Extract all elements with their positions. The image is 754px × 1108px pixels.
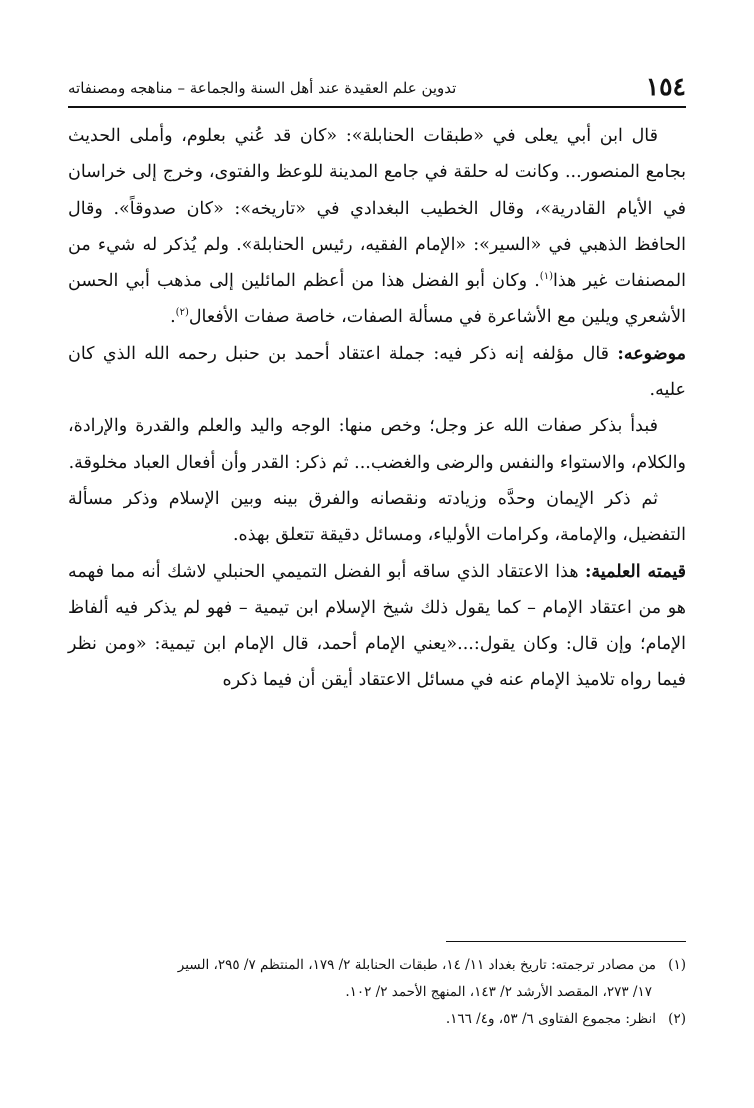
footnote-1-continuation: ١٧/ ٢٧٣، المقصد الأرشد ٢/ ١٤٣، المنهج الأحمد ٢/ ١٠٢. [345,984,652,1000]
footnote-1 [68,952,686,979]
paragraph-text: هذا الاعتقاد الذي ساقه أبو الفضل التميمي الحنبلي لاشك أنه مما فهمه هو من اعتقاد الإمام – كما يقول ذلك شيخ الإسلام ابن تيمية – فهو لم يذكر فيه ألفاظ الإمام؛ وإن قال: وكان يقول:...«يعني الإمام أحمد، قال الإمام ابن تيمية: «ومن نظر فيما رواه تلاميذ الإمام عنه في مسائل الاعتقاد أيقن أن فيما ذكره [68,561,686,691]
footnotes [68,952,686,1033]
paragraph-attributes: فبدأ بذكر صفات الله عز وجل؛ وخص منها: الوجه واليد والعلم والقدرة والإرادة، والكلام، والاستواء والنفس والرضى والغضب... ثم ذكر: القدر وأن أفعال العباد مخلوقة. [68,416,686,473]
footnote-text: انظر: مجموع الفتاوى ٦/ ٥٣، و٤/ ١٦٦. [445,1011,656,1027]
header-divider [68,106,686,108]
footnote-ref-2: (٢) [175,307,189,319]
running-title: تدوين علم العقيدة عند أهل السنة والجماعة – مناهجه ومصنفاته [68,79,457,97]
footnote-divider [446,941,686,942]
paragraph-value [68,554,686,699]
paragraph-subject [68,336,686,409]
footnote-number: (٢) [668,1011,686,1027]
main-text [68,118,686,699]
footnote-2 [68,1006,686,1033]
section-label-value: قيمته العلمية: [584,561,686,582]
paragraph-faith: ثم ذكر الإيمان وحدَّه وزيادته ونقصانه والفرق بينه وبين الإسلام وذكر مسألة التفضيل، والإمامة، وكرامات الأولياء، ومسائل دقيقة تتعلق بهذه. [68,488,686,546]
page-number: ١٥٤ [645,72,686,101]
paragraph-text: قال ابن أبي يعلى في «طبقات الحنابلة»: «كان قد عُني بعلوم، وأملى الحديث بجامع المنصور... وكانت له حلقة في جامع المدينة للوعظ والفتوى، وخرج إلى خراسان في الأيام القادرية»، وقال الخطيب البغدادي في «تاريخه»: «كان صدوقاً». وقال الحافظ الذهبي في «السير»: «الإمام الفقيه، رئيس الحنابلة». ولم يُذكر له شيء من المصنفات غير هذا [68,126,686,292]
footnote-text: من مصادر ترجمته: تاريخ بغداد ١١/ ١٤، طبقات الحنابلة ٢/ ١٧٩، المنتظم ٧/ ٢٩٥، السير [177,957,656,973]
section-label-subject: موضوعه: [617,343,686,364]
paragraph-text: قال مؤلفه إنه ذكر فيه: جملة اعتقاد أحمد بن حنبل رحمه الله الذي كان عليه. [68,343,686,401]
paragraph-biography [68,118,686,336]
paragraph-text: . وكان أبو الفضل هذا من أعظم المائلين إلى مذهب أبي الحسن الأشعري ويلين مع الأشاعرة في مسألة الصفات، خاصة صفات الأفعال [68,271,686,328]
page-header [68,70,686,104]
paragraph-text: . [170,307,176,328]
footnote-number: (١) [668,957,686,973]
footnote-ref-1: (١) [539,271,553,283]
